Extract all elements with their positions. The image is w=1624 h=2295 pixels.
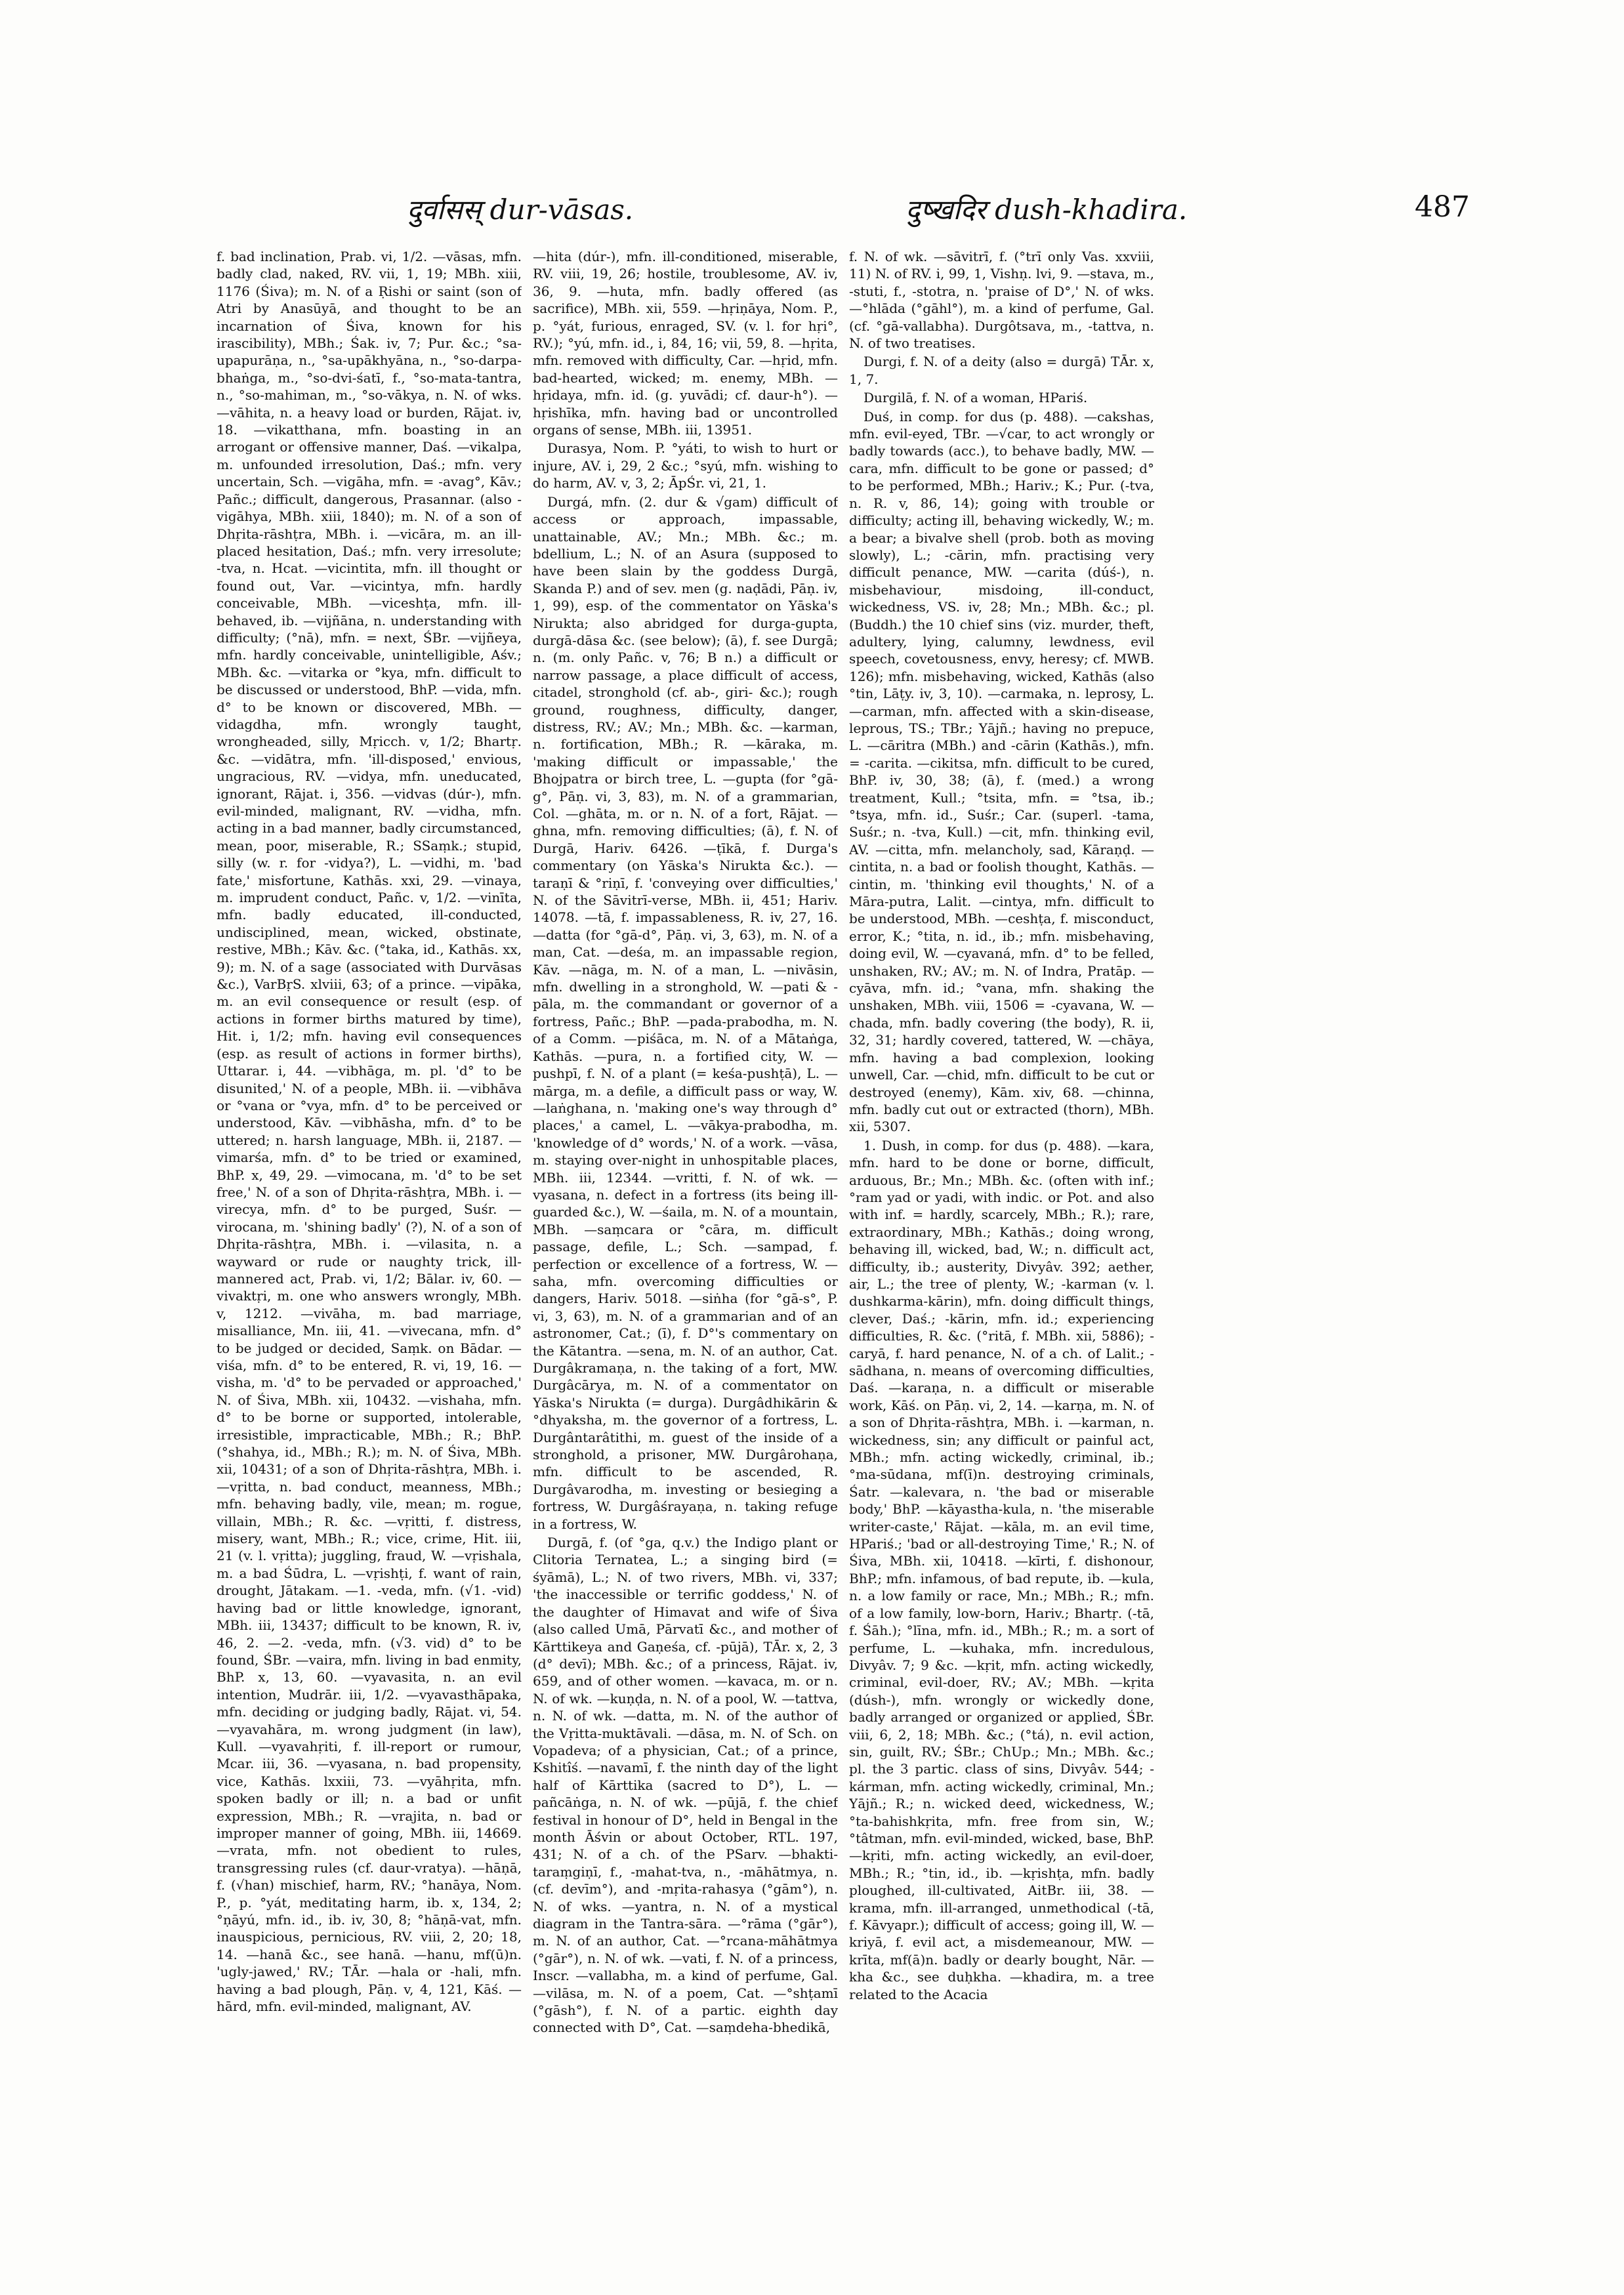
column-3 (849, 248, 1154, 2243)
column-paragraph: —hita (dúr-), mfn. ill-conditioned, miserable, RV. viii, 19, 26; hostile, troublesome, AV. iv, 36, 9. —huta, mfn. badly offered (as sacrifice), MBh. xii, 559. —hṛiṇāya, Nom. P., p. °yát, furious, enraged, SV. (v. l. for hṛi°, RV.); °yú, mfn. id., i, 84, 16; vii, 59, 8. —hṛita, mfn. removed with difficulty, Car. —hṛid, mfn. bad-hearted, wicked; m. enemy, MBh. —hṛidaya, mfn. id. (g. yuvādi; cf. daur-h°). —hṛishīka, mfn. having bad or uncontrolled organs of sense, MBh. iii, 13951. (533, 249, 838, 438)
header-right-headword: दुष्खदिर dush-khadira. (906, 194, 1188, 226)
entry-dush: 1. Dush, in comp. for dus (p. 488). —kara, mfn. hard to be done or borne, difficult, arduous, Br.; Mn.; MBh. &c. (often with inf.; °ram yad or yadi, with indic. or Pot. and also with inf. = hardly, scarcely, MBh.; R.); rare, extraordinary, MBh.; Kathās.; doing wrong, behaving ill, wicked, bad, W.; n. difficult act, difficulty, ib.; austerity, Divyâv. 392; aether, air, L.; the tree of plenty, W.; -karman (v. l. dushkarma-kārin), mfn. doing difficult things, clever, Daś.; -kārin, mfn. id.; experiencing difficulties, R. &c. (°ritā, f. MBh. xii, 5886); -caryā, f. hard penance, N. of a ch. of Lalit.; -sādhana, n. means of overcoming difficulties, Daś. —karaṇa, n. a difficult or miserable work, Kāś. on Pāṇ. vi, 2, 14. —karṇa, m. N. of a son of Dhṛita-rāshṭra, MBh. i. —karman, n. wickedness, sin; any difficult or painful act, MBh.; mfn. acting wickedly, criminal, ib.; °ma-sūdana, mf(ī)n. destroying criminals, Śatr. —kalevara, n. 'the bad or miserable body,' BhP. —kāyastha-kula, n. 'the miserable writer-caste,' Rājat. —kāla, m. an evil time, HPariś.; 'bad or all-destroying Time,' R.; N. of Śiva, MBh. xii, 10418. —kīrti, f. dishonour, BhP.; mfn. infamous, of bad repute, ib. —kula, n. a low family or race, Mn.; MBh.; R.; mfn. of a low family, low-born, Hariv.; Bhartṛ. (-tā, f. Śāh.); °līna, mfn. id., MBh.; R.; m. a sort of perfume, L. —kuhaka, mfn. incredulous, Divyâv. 7; 9 &c. —kṛit, mfn. acting wickedly, criminal, evil-doer, RV.; AV.; MBh. —kṛita (dúsh-), mfn. wrongly or wickedly done, badly arranged or organized or applied, ŚBr. viii, 6, 2, 18; MBh. &c.; (°tá), n. evil action, sin, guilt, RV.; ŚBr.; ChUp.; Mn.; MBh. &c.; pl. the 3 partic. class of sins, Divyâv. 544; -kárman, mfn. acting wickedly, criminal, Mn.; Yājñ.; R.; n. wicked deed, wickedness, W.; °ta-bahishkṛita, mfn. free from sin, W.; °tâtman, mfn. evil-minded, wicked, base, BhP. —kṛiti, mfn. acting wickedly, an evil-doer, MBh.; R.; °tin, id., ib. —kṛishṭa, mfn. badly ploughed, ill-cultivated, AitBr. iii, 38. —krama, mfn. ill-arranged, unmethodical (-tā, f. Kāvyapr.); difficult of access; going ill, W. —kriyā, f. evil act, a misdemeanour, MW. —krīta, mf(ā)n. badly or dearly bought, Nār. —kha &c., see duḥkha. —khadira, m. a tree related to the Acacia (849, 1137, 1154, 2002)
page-number: 487 (1415, 190, 1470, 224)
entry-durga-fem: Durgā, f. (of °ga, q.v.) the Indigo plant or Clitoria Ternatea, L.; a singing bird (= śyāmā), L.; N. of two rivers, MBh. vi, 337; 'the inaccessible or terrific goddess,' N. of the daughter of Himavat and wife of Śiva (also called Umā, Pārvatī &c., and mother of Kārttikeya and Gaṇeśa, cf. -pūjā), TĀr. x, 2, 3 (d° devī); MBh. &c.; of a princess, Rājat. iv, 659, and of other women. —kavaca, m. or n. N. of wk. —kuṇḍa, n. N. of a pool, W. —tattva, n. N. of wk. —datta, m. N. of the author of the Vṛitta-muktāvali. —dāsa, m. N. of Sch. on Vopadeva; of a physician, Cat.; of a prince, Kshitîś. —navamī, f. the ninth day of the light half of Kārttika (sacred to D°), L. —pañcāṅga, n. N. of wk. —pūjā, f. the chief festival in honour of D°, held in Bengal in the month Āśvin or about October, RTL. 197, 431; N. of a ch. of the PSarv. —bhakti-taraṃgiṇī, f., -mahat-tva, n., -māhātmya, n. (cf. devīm°), and -mṛita-rahasya (°gām°), n. N. of wks. —yantra, n. N. of a mystical diagram in the Tantra-sāra. —°rāma (°gār°), m. N. of an author, Cat. —°rcana-māhātmya (°gār°), n. N. of wk. —vati, f. N. of a princess, Inscr. —vallabha, m. a kind of perfume, Gal. —vilāsa, m. N. of a poem, Cat. —°shṭamī (°gāsh°), f. N. of a partic. eighth day connected with D°, Cat. —saṃdeha-bhedikā, (533, 1535, 838, 2036)
header-left-headword: दुर्वासस् dur-vāsas. (407, 194, 634, 226)
entry-durgi: Durgi, f. N. of a deity (also = durgā) TĀr. x, 1, 7. (849, 354, 1154, 387)
column-paragraph: f. N. of wk. —sāvitrī, f. (°trī only Vas. xxviii, 11) N. of RV. i, 99, 1, Vishṇ. lvi, 9. —stava, m., -stuti, f., -stotra, n. 'praise of D°,' N. of wks. —°hlāda (°gāhl°), m. a kind of perfume, Gal. (cf. °gā-vallabha). Durgôtsava, m., -tattva, n. N. of two treatises. (849, 249, 1154, 352)
page-header (217, 190, 1470, 243)
entry-durgila: Durgilā, f. N. of a woman, HPariś. (864, 390, 1088, 406)
column-paragraph: f. bad inclination, Prab. vi, 1/2. —vāsas, mfn. badly clad, naked, RV. vii, 1, 19; MBh. xiii, 1176 (Śiva); m. N. of a Ṛishi or saint (son of Atri by Anasūyā, and thought to be an incarnation of Śiva, known for his irascibility), MBh.; Śak. iv, 7; Pur. &c.; °sa-upapurāṇa, n., °sa-upākhyāna, n., °so-darpa-bhaṅga, m., °so-dvi-śatī, f., °so-mata-tantra, n., °so-mahiman, m., °so-vākya, n. N. of wks. —vāhita, n. a heavy load or burden, Rājat. iv, 18. —vikatthana, mfn. boasting in an arrogant or offensive manner, Daś. —vikalpa, m. unfounded irresolution, Daś.; mfn. very uncertain, Sch. —vigāha, mfn. = -avag°, Kāv.; Pañc.; difficult, dangerous, Prasannar. (also -vigāhya, MBh. xiii, 1840); m. N. of a son of Dhṛita-rāshṭra, MBh. i. —vicāra, m. an ill-placed hesitation, Daś.; mfn. very irresolute; -tva, n. Hcat. —vicintita, mfn. ill thought or found out, Var. —vicintya, mfn. hardly conceivable, MBh. —viceshṭa, mfn. ill-behaved, ib. —vijñāna, n. understanding with difficulty; (°nā), mfn. = next, ŚBr. —vijñeya, mfn. hardly conceivable, unintelligible, Aśv.; MBh. &c. —vitarka or °kya, mfn. difficult to be discussed or understood, BhP. —vida, mfn. d° to be known or discovered, MBh. —vidagdha, mfn. wrongly taught, wrongheaded, silly, Mṛicch. v, 1/2; Bhartṛ. &c. —vidātra, mfn. 'ill-disposed,' envious, ungracious, RV. —vidya, mfn. uneducated, ignorant, Rājat. i, 356. —vidvas (dúr-), mfn. evil-minded, malignant, RV. —vidha, mfn. acting in a bad manner, badly circumstanced, mean, poor, miserable, R.; SSaṃk.; stupid, silly (w. r. for -vidya?), L. —vidhi, m. 'bad fate,' misfortune, Kathās. xxi, 29. —vinaya, m. imprudent conduct, Pañc. v, 1/2. —vinīta, mfn. badly educated, ill-conducted, undisciplined, mean, wicked, obstinate, restive, MBh.; Kāv. &c. (°taka, id., Kathās. xx, 9); m. N. of a sage (associated with Durvāsas &c.), VarBṛS. xlviii, 63; of a prince. —vipāka, m. an evil consequence or result (esp. of actions in former births matured by time), Hit. i, 1/2; mfn. having evil consequences (esp. as result of actions in former births), Uttarar. i, 44. —vibhāga, m. pl. 'd° to be disunited,' N. of a people, MBh. ii. —vibhāva or °vana or °vya, mfn. d° to be perceived or understood, Kāv. —vibhāsha, mfn. d° to be uttered; n. harsh language, MBh. ii, 2187. —vimarśa, mfn. d° to be tried or examined, BhP. x, 49, 29. —vimocana, m. 'd° to be set free,' N. of a son of Dhṛita-rāshṭra, MBh. i. —virecya, mfn. d° to be purged, Suśr. —virocana, m. 'shining badly' (?), N. of a son of Dhṛita-rāshṭra, MBh. i. —vilasita, n. a wayward or rude or naughty trick, ill-mannered act, Prab. vi, 1/2; Bālar. iv, 60. —vivaktṛi, m. one who answers wrongly, MBh. v, 1212. —vivāha, m. bad marriage, misalliance, Mn. iii, 41. —vivecana, mfn. d° to be judged or decided, Saṃk. on Bādar. —viśa, mfn. d° to be entered, R. vi, 19, 16. —visha, m. 'd° to be pervaded or approached,' N. of Śiva, MBh. xii, 10432. —vishaha, mfn. d° to be borne or supported, intolerable, irresistible, impracticable, MBh.; R.; BhP. (°shahya, id., MBh.; R.); m. N. of Śiva, MBh. xii, 10431; of a son of Dhṛita-rāshṭra, MBh. i. —vṛitta, n. bad conduct, meanness, MBh.; mfn. behaving badly, vile, mean; m. rogue, villain, MBh.; R. &c. —vṛitti, f. distress, misery, want, MBh.; R.; vice, crime, Hit. iii, 21 (v. l. vṛitta); juggling, fraud, W. —vṛishala, m. a bad Śūdra, L. —vṛishṭi, f. want of rain, drought, Jātakam. —1. -veda, mfn. (√1. -vid) having bad or little knowledge, ignorant, MBh. iii, 13437; difficult to be known, R. iv, 46, 2. —2. -veda, mfn. (√3. vid) d° to be found, ŚBr. —vaira, mfn. living in bad enmity, BhP. x, 13, 60. —vyavasita, n. an evil intention, Mudrār. iii, 1/2. —vyavasthāpaka, mfn. deciding or judging badly, Rājat. vi, 54. —vyavahāra, m. wrong judgment (in law), Kull. —vyavahṛiti, f. ill-report or rumour, Mcar. iii, 36. —vyasana, n. bad propensity, vice, Kathās. lxxiii, 73. —vyāhṛita, mfn. spoken badly or ill; n. a bad or unfit expression, MBh.; R. —vrajita, n. bad or improper manner of going, MBh. iii, 14669. —vrata, mfn. not obedient to rules, transgressing rules (cf. daur-vratya). —hāṇā, f. (√han) mischief, harm, RV.; °hanāya, Nom. P., p. °yát, meditating harm, ib. x, 134, 2; °ṇāyú, mfn. id., ib. iv, 30, 8; °hāṇā-vat, mfn. inauspicious, pernicious, RV. viii, 2, 20; 18, 14. —hanā &c., see hanā. —hanu, mf(ū)n. 'ugly-jawed,' RV.; TĀr. —hala or -hali, mfn. having a bad plough, Pāṇ. v, 4, 121, Kāś. —hārd, mfn. evil-minded, malignant, AV. (217, 249, 522, 2015)
dictionary-columns (217, 248, 1470, 2243)
entry-durasya: Durasya, Nom. P. °yáti, to wish to hurt or injure, AV. i, 29, 2 &c.; °syú, mfn. wishing to do harm, AV. v, 3, 2; ĀpŚr. vi, 21, 1. (533, 440, 838, 491)
entry-durga: Durgá, mfn. (2. dur & √gam) difficult of access or approach, impassable, unattainable, AV.; Mn.; MBh. &c.; m. bdellium, L.; N. of an Asura (supposed to have been slain by the goddess Durgā, Skanda P.) and of sev. men (g. naḍādi, Pāṇ. iv, 1, 99), esp. of the commentator on Yāska's Nirukta; also abridged for durga-gupta, durgā-dāsa &c. (see below); (ā), f. see Durgā; n. (m. only Pañc. v, 76; B n.) a difficult or narrow passage, a place difficult of access, citadel, stronghold (cf. ab-, giri- &c.); rough ground, roughness, difficulty, danger, distress, RV.; AV.; Mn.; MBh. &c. —karman, n. fortification, MBh.; R. —kāraka, m. 'making difficult or impassable,' the Bhojpatra or birch tree, L. —gupta (for °gā-g°, Pāṇ. vi, 3, 83), m. N. of a grammarian, Col. —ghāta, m. or n. N. of a fort, Rājat. —ghna, mfn. removing difficulties; (ā), f. N. of Durgā, Hariv. 6426. —ṭīkā, f. Durga's commentary (on Yāska's Nirukta &c.). —taraṇī & °riṇī, f. 'conveying over difficulties,' N. of the Sāvitrī-verse, MBh. ii, 451; Hariv. 14078. —tā, f. impassableness, R. iv, 27, 16. —datta (for °gā-d°, Pāṇ. vi, 3, 63), m. N. of a man, Cat. —deśa, m. an impassable region, Kāv. —nāga, m. N. of a man, L. —nivāsin, mfn. dwelling in a stronghold, W. —pati & -pāla, m. the commandant or governor of a fortress, Pañc.; BhP. —pada-prabodha, m. N. of a Comm. —piśāca, m. N. of a Mātaṅga, Kathās. —pura, n. a fortified city, W. —pushpī, f. N. of a plant (= keśa-pushṭā), L. —mārga, m. a defile, a difficult pass or way, W. —laṅghana, n. 'making one's way through d° places,' a camel, L. —vākya-prabodha, m. 'knowledge of d° words,' N. of a work. —vāsa, m. staying over-night in unhospitable places, MBh. iii, 12344. —vritti, f. N. of wk. —vyasana, n. defect in a fortress (its being ill-guarded &c.), W. —śaila, m. N. of a mountain, MBh. —saṃcara or °cāra, m. difficult passage, defile, L.; Sch. —sampad, f. perfection or excellence of a fortress, W. —saha, mfn. overcoming difficulties or dangers, Hariv. 5018. —siṅha (for °gā-s°, P. vi, 3, 63), m. N. of a grammarian and of an astronomer, Cat.; (ī), f. D°'s commentary on the Kātantra. —sena, m. N. of an author, Cat. Durgâkramaṇa, n. the taking of a fort, MW. Durgâcārya, m. N. of a commentator on Yāska's Nirukta (= durga). Durgâdhikārin & °dhyaksha, m. the governor of a fortress, L. Durgântarâtithi, m. guest of the inside of a stronghold, a prisoner, MW. Durgârohaṇa, mfn. difficult to be ascended, R. Durgâvarodha, m. investing or besieging a fortress, W. Durgâśrayaṇa, n. taking refuge in a fortress, W. (533, 493, 838, 1532)
column-1 (217, 248, 522, 2243)
entry-dus: Duś, in comp. for dus (p. 488). —cakshas, mfn. evil-eyed, TBr. —√car, to act wrongly or badly towards (acc.), to behave badly, MW. —cara, mfn. difficult to be gone or passed; d° to be performed, MBh.; Hariv.; K.; Pur. (-tva, n. R. v, 86, 14); going with trouble or difficulty; acting ill, behaving wickedly, W.; m. a bear; a bivalve shell (prob. both as moving slowly), L.; -cārin, mfn. practising very difficult penance, MW. —carita (dúś-), n. misbehaviour, misdoing, ill-conduct, wickedness, VS. iv, 28; Mn.; MBh. &c.; pl. (Buddh.) the 10 chief sins (viz. murder, theft, adultery, lying, calumny, lewdness, evil speech, covetousness, envy, heresy; cf. MWB. 126); mfn. misbehaving, wicked, Kathās (also °tin, Lāṭy. iv, 3, 10). —carmaka, n. leprosy, L. —carman, mfn. affected with a skin-disease, leprous, TS.; TBr.; Yājñ.; having no prepuce, L. —cāritra (MBh.) and -cārin (Kathās.), mfn. = -carita. —cikitsa, mfn. difficult to be cured, BhP. iv, 30, 38; (ā), f. (med.) a wrong treatment, Kull.; °tsita, mfn. = °tsa, ib.; °tsya, mfn. id., Suśr.; Car. (superl. -tama, Suśr.; n. -tva, Kull.) —cit, mfn. thinking evil, AV. —citta, mfn. melancholy, sad, Kāraṇḍ. —cintita, n. a bad or foolish thought, Kathās. —cintin, m. 'thinking evil thoughts,' N. of a Māra-putra, Lalit. —cintya, mfn. difficult to be understood, MBh. —ceshṭa, f. misconduct, error, K.; °tita, n. id., ib.; mfn. misbehaving, doing evil, W. —cyavaná, mfn. d° to be felled, unshaken, RV.; AV.; m. N. of Indra, Pratāp. —cyāva, mfn. id.; °vana, mfn. shaking the unshaken, MBh. viii, 1506 = -cyavana, W. —chada, mfn. badly covering (the body), R. ii, 32, 31; hardly covered, tattered, W. —chāya, mfn. having a bad complexion, looking unwell, Car. —chid, mfn. difficult to be cut or destroyed (enemy), Kām. xiv, 68. —chinna, mfn. badly cut out or extracted (thorn), MBh. xii, 5307. (849, 408, 1154, 1135)
column-2 (533, 248, 838, 2243)
